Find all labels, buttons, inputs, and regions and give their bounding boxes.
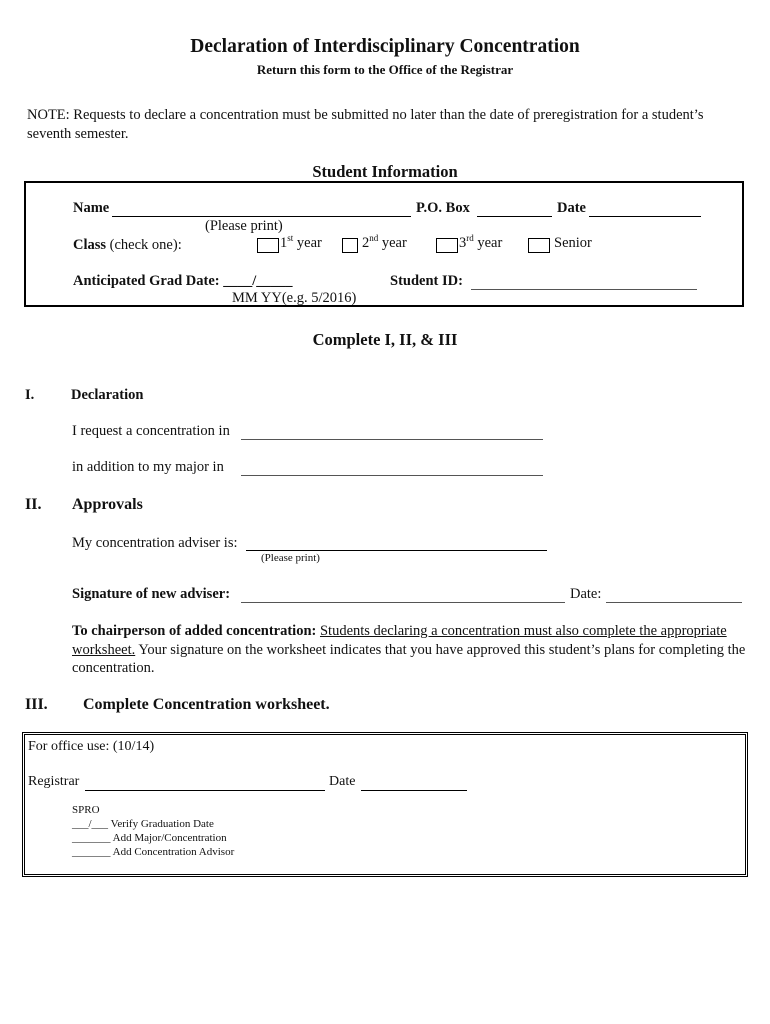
class-option-1st-year: 1st year xyxy=(280,233,322,251)
major-field[interactable] xyxy=(241,475,543,476)
signature-field[interactable] xyxy=(241,602,565,603)
adviser-field[interactable] xyxy=(246,550,547,551)
concentration-field[interactable] xyxy=(241,439,543,440)
section-3-title: Complete Concentration worksheet. xyxy=(83,696,330,713)
class-option-2nd-year: 2nd year xyxy=(362,233,407,251)
form-title: Declaration of Interdisciplinary Concentration xyxy=(190,36,580,57)
student-id-label: Student ID: xyxy=(390,273,463,289)
student-info-heading: Student Information xyxy=(312,162,458,181)
submission-note: NOTE: Requests to declare a concentration must be submitted no later than the date of preregistration for a student’s seventh semester. xyxy=(27,107,704,142)
section-1-number: I. xyxy=(25,387,35,403)
spro-item-add-major: _______ Add Major/Concentration xyxy=(72,832,227,844)
registrar-label: Registrar xyxy=(28,774,80,789)
concentration-label: I request a concentration in xyxy=(72,423,230,439)
student-info-box xyxy=(24,181,744,307)
date-field[interactable] xyxy=(589,216,701,217)
section-2-number: II. xyxy=(25,496,42,513)
section-2-title: Approvals xyxy=(72,496,143,513)
signature-date-label: Date: xyxy=(570,586,602,602)
section-1-title: Declaration xyxy=(71,387,144,403)
class-checkbox-3rd-year[interactable] xyxy=(436,238,458,253)
registrar-field[interactable] xyxy=(85,790,325,791)
registrar-date-field[interactable] xyxy=(361,790,467,791)
po-box-label: P.O. Box xyxy=(416,200,470,216)
class-checkbox-1st-year[interactable] xyxy=(257,238,279,253)
spro-label: SPRO xyxy=(72,804,100,816)
adviser-please-print: (Please print) xyxy=(261,552,320,564)
major-label: in addition to my major in xyxy=(72,459,224,475)
class-label: Class (check one): xyxy=(73,237,182,253)
grad-date-hint: MM YY(e.g. 5/2016) xyxy=(232,290,357,306)
office-use-box xyxy=(22,732,748,877)
spro-item-verify-grad-date: ___/___ Verify Graduation Date xyxy=(72,818,214,830)
class-option-3rd-year: 3rd year xyxy=(459,233,503,251)
class-checkbox-2nd-year[interactable] xyxy=(342,238,358,253)
registrar-date-label: Date xyxy=(329,774,356,789)
grad-date-label: Anticipated Grad Date: ____/_____ xyxy=(73,273,293,289)
spro-item-add-advisor: _______ Add Concentration Advisor xyxy=(72,846,235,858)
signature-label: Signature of new adviser: xyxy=(72,586,231,602)
name-label: Name xyxy=(73,200,110,216)
office-use-label: For office use: (10/14) xyxy=(28,739,155,754)
chairperson-paragraph: To chairperson of added concentration: Students declaring a concentration must also complete the appropriate worksheet. Your signature on the worksheet indicates that you have approved this student’s plans for completing the concentration. xyxy=(72,623,746,676)
section-3-number: III. xyxy=(25,696,48,713)
date-label: Date xyxy=(557,200,586,216)
form-subtitle: Return this form to the Office of the Registrar xyxy=(256,62,514,77)
signature-date-field[interactable] xyxy=(606,602,742,603)
class-checkbox-senior[interactable] xyxy=(528,238,550,253)
name-please-print: (Please print) xyxy=(205,218,283,234)
class-option-senior: Senior xyxy=(554,235,592,251)
name-field[interactable] xyxy=(112,216,411,217)
student-id-field[interactable] xyxy=(471,289,697,290)
complete-heading: Complete I, II, & III xyxy=(312,330,458,349)
po-box-field[interactable] xyxy=(477,216,552,217)
adviser-label: My concentration adviser is: xyxy=(72,535,238,551)
